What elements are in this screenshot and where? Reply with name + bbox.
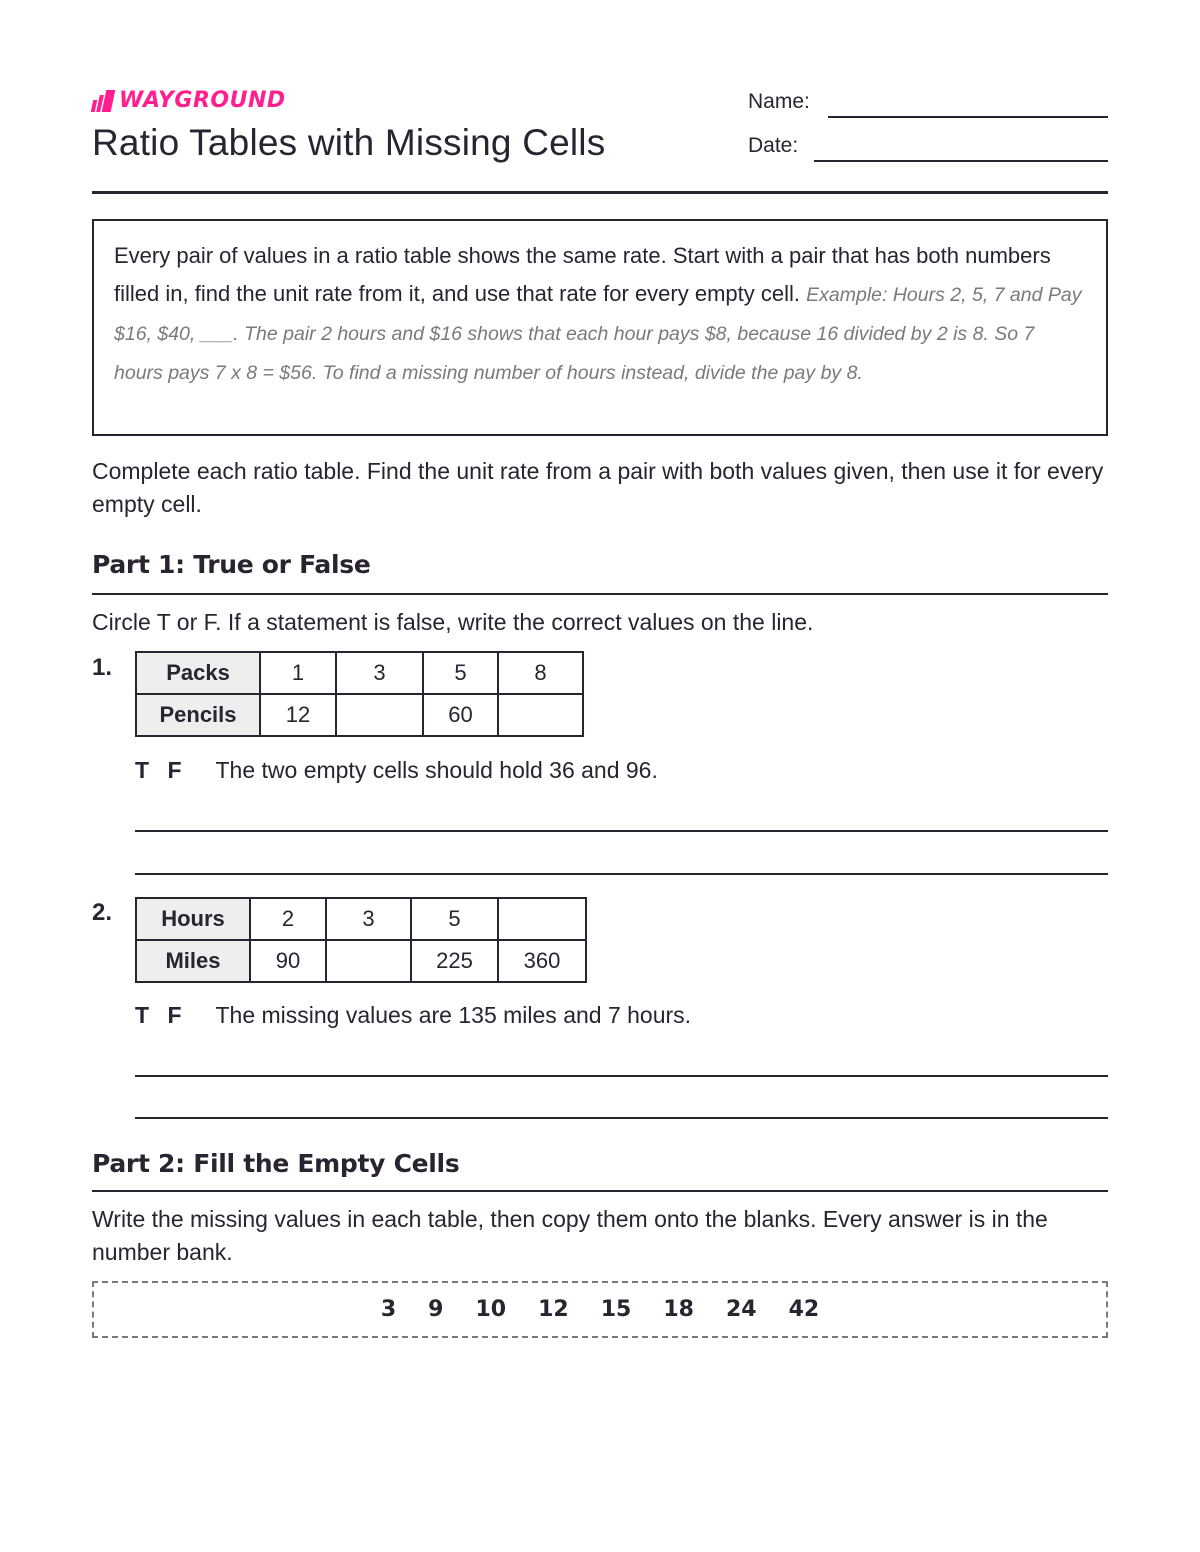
answer-line[interactable] bbox=[135, 830, 1108, 832]
date-field[interactable] bbox=[814, 160, 1108, 162]
name-field[interactable] bbox=[828, 116, 1108, 118]
row-header: Hours bbox=[136, 898, 250, 940]
table-cell: 3 bbox=[326, 898, 411, 940]
empty-cell[interactable] bbox=[498, 898, 586, 940]
table-cell: 8 bbox=[498, 652, 583, 694]
table-cell: 1 bbox=[260, 652, 336, 694]
brand-name: WAYGROUND bbox=[119, 88, 286, 113]
question-2-number: 2. bbox=[92, 899, 113, 926]
number-bank bbox=[92, 1281, 1108, 1338]
question-1-number: 1. bbox=[92, 654, 113, 681]
table-cell: 2 bbox=[250, 898, 326, 940]
table-row bbox=[136, 652, 583, 694]
bank-number: 9 bbox=[428, 1297, 444, 1322]
table-cell: 60 bbox=[423, 694, 498, 736]
part2-note: Write the missing values in each table, then copy them onto the blanks. Every answer is in the number bank. bbox=[92, 1206, 1048, 1265]
part1-divider bbox=[92, 593, 1108, 595]
bank-number: 42 bbox=[788, 1297, 820, 1322]
part1-note: Circle T or F. If a statement is false, write the correct values on the line. bbox=[92, 609, 814, 635]
table-cell: 90 bbox=[250, 940, 326, 982]
true-false-choice[interactable]: T F bbox=[135, 757, 188, 783]
table-row bbox=[136, 898, 586, 940]
statement-text: The two empty cells should hold 36 and 96. bbox=[215, 757, 658, 783]
table-cell: 225 bbox=[411, 940, 498, 982]
table-cell: 360 bbox=[498, 940, 586, 982]
question-1-table bbox=[135, 651, 584, 737]
part1-title: Part 1: True or False bbox=[92, 550, 371, 579]
table-cell: 5 bbox=[411, 898, 498, 940]
answer-line[interactable] bbox=[135, 1075, 1108, 1077]
header-divider bbox=[92, 191, 1108, 194]
row-header: Packs bbox=[136, 652, 260, 694]
empty-cell[interactable] bbox=[326, 940, 411, 982]
question-1-statement bbox=[135, 757, 658, 784]
info-box bbox=[92, 219, 1108, 436]
table-cell: 5 bbox=[423, 652, 498, 694]
brand-logo bbox=[92, 88, 286, 113]
table-row bbox=[136, 940, 586, 982]
row-header: Pencils bbox=[136, 694, 260, 736]
row-header: Miles bbox=[136, 940, 250, 982]
page-title: Ratio Tables with Missing Cells bbox=[92, 122, 606, 163]
empty-cell[interactable] bbox=[498, 694, 583, 736]
answer-line[interactable] bbox=[135, 1117, 1108, 1119]
info-example: Example: Hours 2, 5, 7 and Pay $16, $40, ___. The pair 2 hours and $16 shows that each hour pays $8, because 16 divided by 2 is 8. So 7 hours pays 7 x 8 = $56. To find a missing number of hours instead, divide the pay by 8. bbox=[114, 284, 1082, 384]
part2-title: Part 2: Fill the Empty Cells bbox=[92, 1149, 460, 1178]
bank-number: 10 bbox=[475, 1297, 507, 1322]
table-row bbox=[136, 694, 583, 736]
part2-divider bbox=[92, 1190, 1108, 1192]
date-label: Date: bbox=[748, 134, 799, 157]
bank-number: 3 bbox=[380, 1297, 397, 1322]
name-label: Name: bbox=[748, 90, 810, 113]
empty-cell[interactable] bbox=[336, 694, 423, 736]
answer-line[interactable] bbox=[135, 873, 1108, 875]
instructions: Complete each ratio table. Find the unit rate from a pair with both values given, then use it for every empty cell. bbox=[92, 458, 1104, 517]
question-2-statement bbox=[135, 1002, 691, 1029]
info-text: Every pair of values in a ratio table shows the same rate. Start with a pair that has both numbers filled in, find the unit rate from it, and use that rate for every empty cell. bbox=[114, 243, 1051, 306]
table-cell: 12 bbox=[260, 694, 336, 736]
statement-text: The missing values are 135 miles and 7 hours. bbox=[215, 1002, 692, 1028]
bank-number: 24 bbox=[725, 1297, 757, 1322]
true-false-choice[interactable]: T F bbox=[135, 1002, 188, 1028]
table-cell: 3 bbox=[336, 652, 423, 694]
question-2-table bbox=[135, 897, 587, 983]
bank-number: 12 bbox=[538, 1297, 569, 1322]
bank-number: 15 bbox=[600, 1297, 632, 1322]
bank-number: 18 bbox=[663, 1297, 694, 1322]
wayground-logo-icon bbox=[92, 90, 113, 112]
